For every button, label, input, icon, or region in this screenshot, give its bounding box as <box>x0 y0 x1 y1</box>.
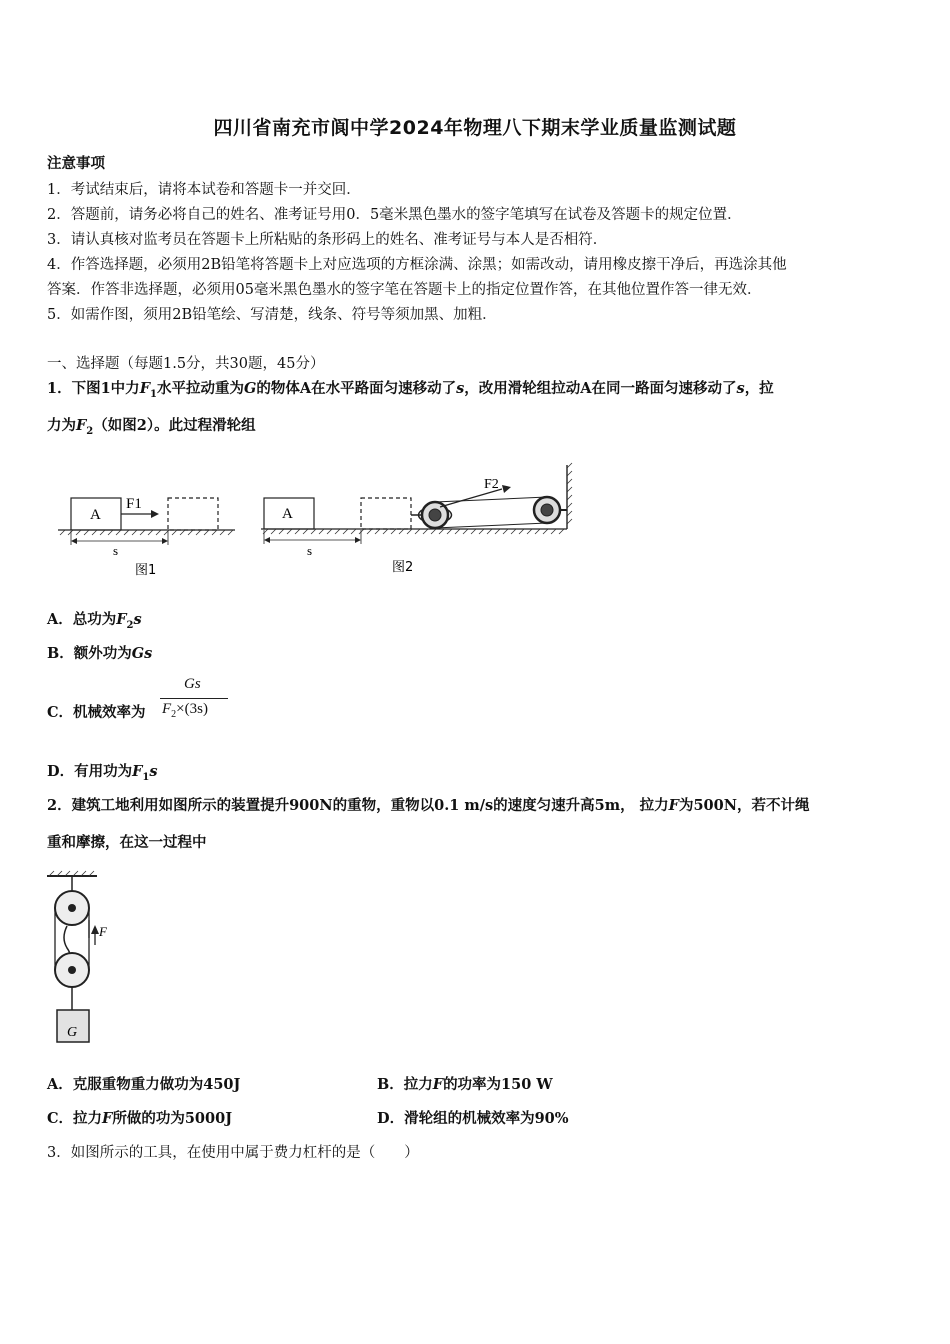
notice-item: 3．请认真核对监考员在答题卡上所粘贴的条形码上的姓名、准考证号与本人是否相符． <box>47 232 608 248</box>
block-a-label: A <box>90 507 101 523</box>
notice-item: 5．如需作图，须用2B铅笔绘、写清楚，线条、符号等须加黑、加粗． <box>47 307 497 323</box>
notice-heading: 注意事项 <box>47 155 105 172</box>
distance-s-label: s <box>307 543 313 558</box>
figure-1-caption: 图1 <box>135 563 157 578</box>
q1-stem-line2: 力为$F_2$（如图2）。此过程滑轮组 <box>47 417 256 437</box>
q2-option-d[interactable]: D．滑轮组的机械效率为90% <box>377 1110 569 1127</box>
rope-top <box>435 497 547 502</box>
q2-option-b[interactable]: B．拉力F的功率为150 W <box>377 1076 553 1093</box>
q2-pulley-figure <box>45 870 105 1048</box>
q1-option-c[interactable]: C．机械效率为 <box>47 704 146 721</box>
distance-s-label: s <box>113 543 119 558</box>
q1-figure-1 <box>55 485 240 580</box>
wall-hatch <box>567 463 572 524</box>
q2-option-c[interactable]: C．拉力F所做的功为5000J <box>47 1110 233 1127</box>
weight-label: G <box>67 1025 78 1040</box>
force-f1-label: F1 <box>126 496 142 512</box>
section-heading: 一、选择题（每题1.5分，共30题，45分） <box>47 356 325 372</box>
ground-hatch <box>60 530 233 535</box>
block-a-moved <box>168 498 218 530</box>
q1-option-c-numerator: Gs <box>184 676 201 692</box>
block-a-label: A <box>282 506 293 522</box>
q1-figure-2 <box>255 460 580 580</box>
figure-2-caption: 图2 <box>392 560 414 575</box>
notice-item: 2．答题前，请务必将自己的姓名、准考证号用0．5毫米黑色墨水的签字笔填写在试卷及答题卡的规定位置． <box>47 207 742 223</box>
notice-item: 1．考试结束后，请将本试卷和答题卡一并交回． <box>47 182 361 198</box>
block-a-moved <box>361 498 411 529</box>
notice-item: 4．作答选择题，必须用2B铅笔将答题卡上对应选项的方框涂满、涂黑；如需改动，请用橡皮擦干净后，再选涂其他 <box>47 257 787 273</box>
page-title: 四川省南充市阆中学2024年物理八下期末学业质量监测试题 <box>213 117 737 139</box>
rope-bottom <box>435 523 547 528</box>
ground-hatch <box>263 529 564 534</box>
q1-option-b[interactable]: B．额外功为Gs <box>47 645 153 662</box>
notice-item: 答案．作答非选择题，必须用05毫米黑色墨水的签字笔在答题卡上的指定位置作答，在其他位置作答一律无效． <box>47 282 762 298</box>
q1-stem-line1: 1．下图1中力$F_1$水平拉动重为G的物体A在水平路面匀速移动了s，改用滑轮组拉动A在同一路面匀速移动了s，拉 <box>47 380 774 400</box>
force-f2-label: F2 <box>484 477 499 492</box>
q2-stem-line1: 2．建筑工地利用如图所示的装置提升900N的重物，重物以0.1 m/s的速度匀速升高5m， 拉力F为500N，若不计绳 <box>47 797 810 814</box>
q2-stem-line2: 重和摩擦，在这一过程中 <box>47 834 207 851</box>
force-label: F <box>99 924 107 939</box>
q1-option-d[interactable]: D．有用功为$F_1s$ <box>47 763 158 783</box>
q3-stem: 3．如图所示的工具，在使用中属于费力杠杆的是（ ） <box>47 1145 419 1161</box>
fraction-bar <box>160 698 228 699</box>
q2-option-a[interactable]: A．克服重物重力做功为450J <box>47 1076 241 1093</box>
q1-option-c-denominator: $F_2\times(3s)$ <box>162 701 208 720</box>
q1-option-a[interactable]: A．总功为$F_2s$ <box>47 611 142 631</box>
